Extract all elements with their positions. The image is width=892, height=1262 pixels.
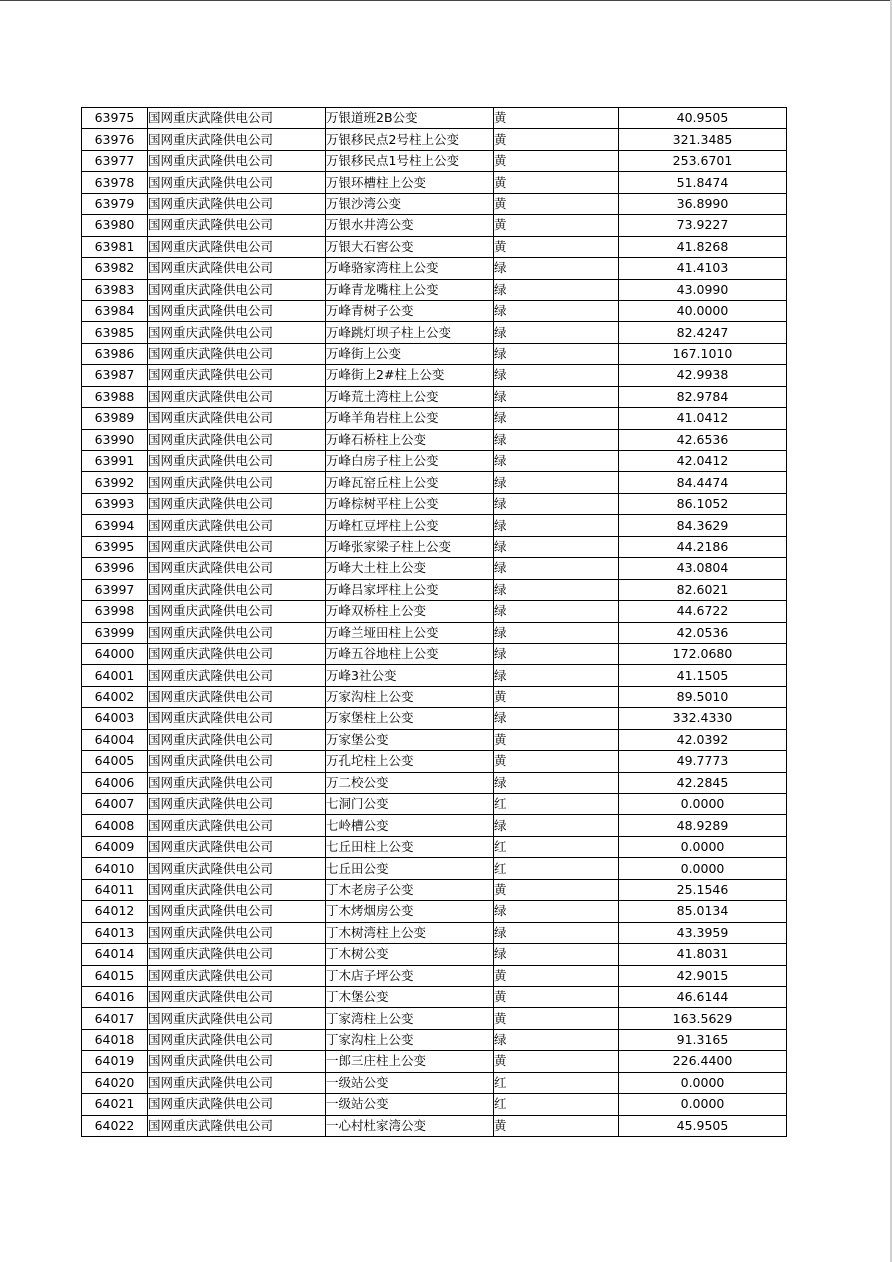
row-id-cell: 64001 bbox=[82, 665, 148, 686]
table-row bbox=[82, 536, 787, 557]
status-color-cell: 绿 bbox=[494, 643, 619, 664]
row-id-cell: 63994 bbox=[82, 515, 148, 536]
company-cell: 国网重庆武隆供电公司 bbox=[148, 472, 326, 493]
row-id-cell: 63981 bbox=[82, 236, 148, 257]
company-cell: 国网重庆武隆供电公司 bbox=[148, 236, 326, 257]
row-id-cell: 64009 bbox=[82, 836, 148, 857]
station-name-cell: 丁木树湾柱上公变 bbox=[326, 922, 494, 943]
company-cell: 国网重庆武隆供电公司 bbox=[148, 429, 326, 450]
station-name-cell: 万峰街上2#柱上公变 bbox=[326, 365, 494, 386]
status-color-cell: 黄 bbox=[494, 108, 619, 129]
status-color-cell: 黄 bbox=[494, 686, 619, 707]
value-cell: 82.4247 bbox=[619, 322, 787, 343]
station-name-cell: 万峰瓦窑丘柱上公变 bbox=[326, 472, 494, 493]
table-row bbox=[82, 322, 787, 343]
row-id-cell: 63988 bbox=[82, 386, 148, 407]
status-color-cell: 黄 bbox=[494, 751, 619, 772]
row-id-cell: 64022 bbox=[82, 1115, 148, 1136]
station-name-cell: 丁木老房子公变 bbox=[326, 879, 494, 900]
row-id-cell: 63976 bbox=[82, 129, 148, 150]
value-cell: 44.2186 bbox=[619, 536, 787, 557]
company-cell: 国网重庆武隆供电公司 bbox=[148, 965, 326, 986]
table-row bbox=[82, 686, 787, 707]
row-id-cell: 64003 bbox=[82, 708, 148, 729]
row-id-cell: 64017 bbox=[82, 1008, 148, 1029]
company-cell: 国网重庆武隆供电公司 bbox=[148, 258, 326, 279]
status-color-cell: 黄 bbox=[494, 150, 619, 171]
value-cell: 41.1505 bbox=[619, 665, 787, 686]
value-cell: 41.8268 bbox=[619, 236, 787, 257]
table-row bbox=[82, 836, 787, 857]
table-row bbox=[82, 729, 787, 750]
value-cell: 73.9227 bbox=[619, 215, 787, 236]
row-id-cell: 64000 bbox=[82, 643, 148, 664]
row-id-cell: 63991 bbox=[82, 451, 148, 472]
row-id-cell: 64002 bbox=[82, 686, 148, 707]
status-color-cell: 绿 bbox=[494, 343, 619, 364]
table-row bbox=[82, 1008, 787, 1029]
station-name-cell: 万银道班2B公变 bbox=[326, 108, 494, 129]
table-body bbox=[82, 108, 787, 1137]
station-name-cell: 七岭槽公变 bbox=[326, 815, 494, 836]
status-color-cell: 绿 bbox=[494, 322, 619, 343]
table-row bbox=[82, 472, 787, 493]
company-cell: 国网重庆武隆供电公司 bbox=[148, 665, 326, 686]
value-cell: 0.0000 bbox=[619, 794, 787, 815]
station-name-cell: 万峰骆家湾柱上公变 bbox=[326, 258, 494, 279]
company-cell: 国网重庆武隆供电公司 bbox=[148, 1029, 326, 1050]
table-row bbox=[82, 108, 787, 129]
row-id-cell: 64020 bbox=[82, 1072, 148, 1093]
status-color-cell: 红 bbox=[494, 1094, 619, 1115]
company-cell: 国网重庆武隆供电公司 bbox=[148, 1115, 326, 1136]
row-id-cell: 63992 bbox=[82, 472, 148, 493]
table-row bbox=[82, 708, 787, 729]
value-cell: 44.6722 bbox=[619, 601, 787, 622]
status-color-cell: 黄 bbox=[494, 986, 619, 1007]
company-cell: 国网重庆武隆供电公司 bbox=[148, 1051, 326, 1072]
value-cell: 0.0000 bbox=[619, 1094, 787, 1115]
status-color-cell: 黄 bbox=[494, 172, 619, 193]
row-id-cell: 63995 bbox=[82, 536, 148, 557]
company-cell: 国网重庆武隆供电公司 bbox=[148, 858, 326, 879]
station-name-cell: 万家沟柱上公变 bbox=[326, 686, 494, 707]
value-cell: 0.0000 bbox=[619, 836, 787, 857]
station-name-cell: 丁家湾柱上公变 bbox=[326, 1008, 494, 1029]
station-name-cell: 万峰街上公变 bbox=[326, 343, 494, 364]
table-row bbox=[82, 150, 787, 171]
station-name-cell: 七丘田公变 bbox=[326, 858, 494, 879]
station-name-cell: 万银移民点2号柱上公变 bbox=[326, 129, 494, 150]
table-row bbox=[82, 858, 787, 879]
table-row bbox=[82, 129, 787, 150]
value-cell: 40.9505 bbox=[619, 108, 787, 129]
status-color-cell: 绿 bbox=[494, 472, 619, 493]
status-color-cell: 绿 bbox=[494, 901, 619, 922]
company-cell: 国网重庆武隆供电公司 bbox=[148, 601, 326, 622]
table-row bbox=[82, 665, 787, 686]
company-cell: 国网重庆武隆供电公司 bbox=[148, 922, 326, 943]
row-id-cell: 63977 bbox=[82, 150, 148, 171]
row-id-cell: 63986 bbox=[82, 343, 148, 364]
table-row bbox=[82, 386, 787, 407]
station-name-cell: 万峰青树子公变 bbox=[326, 300, 494, 321]
table-row bbox=[82, 794, 787, 815]
status-color-cell: 绿 bbox=[494, 386, 619, 407]
company-cell: 国网重庆武隆供电公司 bbox=[148, 215, 326, 236]
row-id-cell: 64011 bbox=[82, 879, 148, 900]
station-name-cell: 万峰吕家坪柱上公变 bbox=[326, 579, 494, 600]
station-name-cell: 一郎三庄柱上公变 bbox=[326, 1051, 494, 1072]
company-cell: 国网重庆武隆供电公司 bbox=[148, 172, 326, 193]
status-color-cell: 绿 bbox=[494, 944, 619, 965]
status-color-cell: 红 bbox=[494, 858, 619, 879]
table-row bbox=[82, 879, 787, 900]
status-color-cell: 绿 bbox=[494, 1029, 619, 1050]
company-cell: 国网重庆武隆供电公司 bbox=[148, 815, 326, 836]
company-cell: 国网重庆武隆供电公司 bbox=[148, 365, 326, 386]
row-id-cell: 63997 bbox=[82, 579, 148, 600]
company-cell: 国网重庆武隆供电公司 bbox=[148, 708, 326, 729]
status-color-cell: 绿 bbox=[494, 558, 619, 579]
company-cell: 国网重庆武隆供电公司 bbox=[148, 579, 326, 600]
transformer-table bbox=[81, 107, 787, 1137]
company-cell: 国网重庆武隆供电公司 bbox=[148, 300, 326, 321]
company-cell: 国网重庆武隆供电公司 bbox=[148, 986, 326, 1007]
station-name-cell: 万峰棕树平柱上公变 bbox=[326, 493, 494, 514]
value-cell: 226.4400 bbox=[619, 1051, 787, 1072]
status-color-cell: 绿 bbox=[494, 579, 619, 600]
value-cell: 43.3959 bbox=[619, 922, 787, 943]
table-row bbox=[82, 601, 787, 622]
status-color-cell: 红 bbox=[494, 1072, 619, 1093]
row-id-cell: 64007 bbox=[82, 794, 148, 815]
table-row bbox=[82, 172, 787, 193]
row-id-cell: 63999 bbox=[82, 622, 148, 643]
value-cell: 42.0392 bbox=[619, 729, 787, 750]
value-cell: 163.5629 bbox=[619, 1008, 787, 1029]
company-cell: 国网重庆武隆供电公司 bbox=[148, 772, 326, 793]
row-id-cell: 64014 bbox=[82, 944, 148, 965]
company-cell: 国网重庆武隆供电公司 bbox=[148, 386, 326, 407]
table-row bbox=[82, 986, 787, 1007]
value-cell: 253.6701 bbox=[619, 150, 787, 171]
value-cell: 41.4103 bbox=[619, 258, 787, 279]
status-color-cell: 绿 bbox=[494, 772, 619, 793]
station-name-cell: 万孔坨柱上公变 bbox=[326, 751, 494, 772]
row-id-cell: 63987 bbox=[82, 365, 148, 386]
station-name-cell: 万家堡公变 bbox=[326, 729, 494, 750]
company-cell: 国网重庆武隆供电公司 bbox=[148, 515, 326, 536]
row-id-cell: 64005 bbox=[82, 751, 148, 772]
value-cell: 321.3485 bbox=[619, 129, 787, 150]
company-cell: 国网重庆武隆供电公司 bbox=[148, 836, 326, 857]
value-cell: 91.3165 bbox=[619, 1029, 787, 1050]
station-name-cell: 万银环槽柱上公变 bbox=[326, 172, 494, 193]
table-row bbox=[82, 215, 787, 236]
row-id-cell: 63978 bbox=[82, 172, 148, 193]
value-cell: 41.0412 bbox=[619, 408, 787, 429]
station-name-cell: 万二校公变 bbox=[326, 772, 494, 793]
status-color-cell: 绿 bbox=[494, 536, 619, 557]
status-color-cell: 绿 bbox=[494, 365, 619, 386]
table-row bbox=[82, 622, 787, 643]
status-color-cell: 黄 bbox=[494, 1115, 619, 1136]
table-row bbox=[82, 408, 787, 429]
value-cell: 86.1052 bbox=[619, 493, 787, 514]
station-name-cell: 万峰3社公变 bbox=[326, 665, 494, 686]
status-color-cell: 绿 bbox=[494, 601, 619, 622]
station-name-cell: 万峰大土柱上公变 bbox=[326, 558, 494, 579]
table-row bbox=[82, 1051, 787, 1072]
company-cell: 国网重庆武隆供电公司 bbox=[148, 1072, 326, 1093]
table-row bbox=[82, 493, 787, 514]
company-cell: 国网重庆武隆供电公司 bbox=[148, 751, 326, 772]
company-cell: 国网重庆武隆供电公司 bbox=[148, 536, 326, 557]
status-color-cell: 绿 bbox=[494, 451, 619, 472]
station-name-cell: 丁木堡公变 bbox=[326, 986, 494, 1007]
company-cell: 国网重庆武隆供电公司 bbox=[148, 343, 326, 364]
value-cell: 42.2845 bbox=[619, 772, 787, 793]
table-row bbox=[82, 515, 787, 536]
value-cell: 42.0412 bbox=[619, 451, 787, 472]
row-id-cell: 64010 bbox=[82, 858, 148, 879]
value-cell: 332.4330 bbox=[619, 708, 787, 729]
value-cell: 0.0000 bbox=[619, 1072, 787, 1093]
status-color-cell: 黄 bbox=[494, 236, 619, 257]
value-cell: 84.3629 bbox=[619, 515, 787, 536]
row-id-cell: 63975 bbox=[82, 108, 148, 129]
station-name-cell: 万银移民点1号柱上公变 bbox=[326, 150, 494, 171]
company-cell: 国网重庆武隆供电公司 bbox=[148, 408, 326, 429]
status-color-cell: 绿 bbox=[494, 515, 619, 536]
table-row bbox=[82, 558, 787, 579]
row-id-cell: 64016 bbox=[82, 986, 148, 1007]
station-name-cell: 万银水井湾公变 bbox=[326, 215, 494, 236]
table-row bbox=[82, 1029, 787, 1050]
row-id-cell: 64006 bbox=[82, 772, 148, 793]
status-color-cell: 黄 bbox=[494, 129, 619, 150]
table-row bbox=[82, 965, 787, 986]
value-cell: 40.0000 bbox=[619, 300, 787, 321]
row-id-cell: 63990 bbox=[82, 429, 148, 450]
station-name-cell: 万峰杠豆坪柱上公变 bbox=[326, 515, 494, 536]
station-name-cell: 丁木烤烟房公变 bbox=[326, 901, 494, 922]
value-cell: 167.1010 bbox=[619, 343, 787, 364]
table-row bbox=[82, 772, 787, 793]
status-color-cell: 绿 bbox=[494, 408, 619, 429]
table-row bbox=[82, 365, 787, 386]
row-id-cell: 64018 bbox=[82, 1029, 148, 1050]
station-name-cell: 万峰石桥柱上公变 bbox=[326, 429, 494, 450]
table-row bbox=[82, 279, 787, 300]
company-cell: 国网重庆武隆供电公司 bbox=[148, 1094, 326, 1115]
company-cell: 国网重庆武隆供电公司 bbox=[148, 622, 326, 643]
table-row bbox=[82, 193, 787, 214]
value-cell: 25.1546 bbox=[619, 879, 787, 900]
value-cell: 42.6536 bbox=[619, 429, 787, 450]
station-name-cell: 万银沙湾公变 bbox=[326, 193, 494, 214]
value-cell: 42.9938 bbox=[619, 365, 787, 386]
station-name-cell: 万峰五谷地柱上公变 bbox=[326, 643, 494, 664]
status-color-cell: 黄 bbox=[494, 729, 619, 750]
value-cell: 48.9289 bbox=[619, 815, 787, 836]
row-id-cell: 64021 bbox=[82, 1094, 148, 1115]
station-name-cell: 万峰荒土湾柱上公变 bbox=[326, 386, 494, 407]
row-id-cell: 64012 bbox=[82, 901, 148, 922]
row-id-cell: 63996 bbox=[82, 558, 148, 579]
status-color-cell: 红 bbox=[494, 836, 619, 857]
row-id-cell: 63979 bbox=[82, 193, 148, 214]
value-cell: 42.9015 bbox=[619, 965, 787, 986]
row-id-cell: 63980 bbox=[82, 215, 148, 236]
row-id-cell: 63982 bbox=[82, 258, 148, 279]
station-name-cell: 万家堡柱上公变 bbox=[326, 708, 494, 729]
station-name-cell: 万银大石窖公变 bbox=[326, 236, 494, 257]
company-cell: 国网重庆武隆供电公司 bbox=[148, 944, 326, 965]
company-cell: 国网重庆武隆供电公司 bbox=[148, 451, 326, 472]
station-name-cell: 一级站公变 bbox=[326, 1072, 494, 1093]
status-color-cell: 黄 bbox=[494, 965, 619, 986]
company-cell: 国网重庆武隆供电公司 bbox=[148, 193, 326, 214]
value-cell: 84.4474 bbox=[619, 472, 787, 493]
status-color-cell: 黄 bbox=[494, 1008, 619, 1029]
company-cell: 国网重庆武隆供电公司 bbox=[148, 558, 326, 579]
station-name-cell: 丁木店子坪公变 bbox=[326, 965, 494, 986]
status-color-cell: 绿 bbox=[494, 258, 619, 279]
station-name-cell: 七洞门公变 bbox=[326, 794, 494, 815]
status-color-cell: 绿 bbox=[494, 665, 619, 686]
company-cell: 国网重庆武隆供电公司 bbox=[148, 322, 326, 343]
station-name-cell: 万峰青龙嘴柱上公变 bbox=[326, 279, 494, 300]
status-color-cell: 绿 bbox=[494, 622, 619, 643]
row-id-cell: 63989 bbox=[82, 408, 148, 429]
table-row bbox=[82, 343, 787, 364]
row-id-cell: 64008 bbox=[82, 815, 148, 836]
table-row bbox=[82, 815, 787, 836]
table-row bbox=[82, 1072, 787, 1093]
station-name-cell: 万峰白房子柱上公变 bbox=[326, 451, 494, 472]
table-row bbox=[82, 579, 787, 600]
row-id-cell: 64015 bbox=[82, 965, 148, 986]
station-name-cell: 万峰双桥柱上公变 bbox=[326, 601, 494, 622]
row-id-cell: 63984 bbox=[82, 300, 148, 321]
company-cell: 国网重庆武隆供电公司 bbox=[148, 108, 326, 129]
row-id-cell: 64019 bbox=[82, 1051, 148, 1072]
row-id-cell: 64004 bbox=[82, 729, 148, 750]
value-cell: 82.9784 bbox=[619, 386, 787, 407]
station-name-cell: 万峰羊角岩柱上公变 bbox=[326, 408, 494, 429]
row-id-cell: 63998 bbox=[82, 601, 148, 622]
status-color-cell: 绿 bbox=[494, 493, 619, 514]
value-cell: 36.8990 bbox=[619, 193, 787, 214]
value-cell: 82.6021 bbox=[619, 579, 787, 600]
value-cell: 43.0990 bbox=[619, 279, 787, 300]
company-cell: 国网重庆武隆供电公司 bbox=[148, 279, 326, 300]
company-cell: 国网重庆武隆供电公司 bbox=[148, 729, 326, 750]
table-row bbox=[82, 751, 787, 772]
status-color-cell: 绿 bbox=[494, 300, 619, 321]
value-cell: 85.0134 bbox=[619, 901, 787, 922]
row-id-cell: 63993 bbox=[82, 493, 148, 514]
station-name-cell: 丁木树公变 bbox=[326, 944, 494, 965]
table-row bbox=[82, 451, 787, 472]
status-color-cell: 红 bbox=[494, 794, 619, 815]
status-color-cell: 绿 bbox=[494, 429, 619, 450]
page-top-edge bbox=[0, 0, 892, 1]
row-id-cell: 64013 bbox=[82, 922, 148, 943]
table-row bbox=[82, 429, 787, 450]
station-name-cell: 一级站公变 bbox=[326, 1094, 494, 1115]
status-color-cell: 绿 bbox=[494, 922, 619, 943]
company-cell: 国网重庆武隆供电公司 bbox=[148, 1008, 326, 1029]
value-cell: 51.8474 bbox=[619, 172, 787, 193]
table-row bbox=[82, 643, 787, 664]
company-cell: 国网重庆武隆供电公司 bbox=[148, 879, 326, 900]
table-row bbox=[82, 236, 787, 257]
status-color-cell: 黄 bbox=[494, 1051, 619, 1072]
status-color-cell: 绿 bbox=[494, 815, 619, 836]
station-name-cell: 万峰兰垭田柱上公变 bbox=[326, 622, 494, 643]
value-cell: 45.9505 bbox=[619, 1115, 787, 1136]
row-id-cell: 63985 bbox=[82, 322, 148, 343]
value-cell: 0.0000 bbox=[619, 858, 787, 879]
value-cell: 49.7773 bbox=[619, 751, 787, 772]
status-color-cell: 黄 bbox=[494, 215, 619, 236]
company-cell: 国网重庆武隆供电公司 bbox=[148, 643, 326, 664]
status-color-cell: 绿 bbox=[494, 708, 619, 729]
company-cell: 国网重庆武隆供电公司 bbox=[148, 129, 326, 150]
company-cell: 国网重庆武隆供电公司 bbox=[148, 901, 326, 922]
station-name-cell: 七丘田柱上公变 bbox=[326, 836, 494, 857]
company-cell: 国网重庆武隆供电公司 bbox=[148, 686, 326, 707]
table-row bbox=[82, 1115, 787, 1136]
value-cell: 41.8031 bbox=[619, 944, 787, 965]
table-row bbox=[82, 901, 787, 922]
value-cell: 43.0804 bbox=[619, 558, 787, 579]
table-row bbox=[82, 258, 787, 279]
value-cell: 42.0536 bbox=[619, 622, 787, 643]
value-cell: 46.6144 bbox=[619, 986, 787, 1007]
station-name-cell: 万峰张家梁子柱上公变 bbox=[326, 536, 494, 557]
station-name-cell: 万峰跳灯坝子柱上公变 bbox=[326, 322, 494, 343]
company-cell: 国网重庆武隆供电公司 bbox=[148, 493, 326, 514]
station-name-cell: 一心村杜家湾公变 bbox=[326, 1115, 494, 1136]
table-row bbox=[82, 1094, 787, 1115]
status-color-cell: 黄 bbox=[494, 193, 619, 214]
value-cell: 89.5010 bbox=[619, 686, 787, 707]
table-row bbox=[82, 300, 787, 321]
company-cell: 国网重庆武隆供电公司 bbox=[148, 794, 326, 815]
table-row bbox=[82, 922, 787, 943]
row-id-cell: 63983 bbox=[82, 279, 148, 300]
status-color-cell: 绿 bbox=[494, 279, 619, 300]
value-cell: 172.0680 bbox=[619, 643, 787, 664]
station-name-cell: 丁家沟柱上公变 bbox=[326, 1029, 494, 1050]
status-color-cell: 黄 bbox=[494, 879, 619, 900]
table-row bbox=[82, 944, 787, 965]
company-cell: 国网重庆武隆供电公司 bbox=[148, 150, 326, 171]
